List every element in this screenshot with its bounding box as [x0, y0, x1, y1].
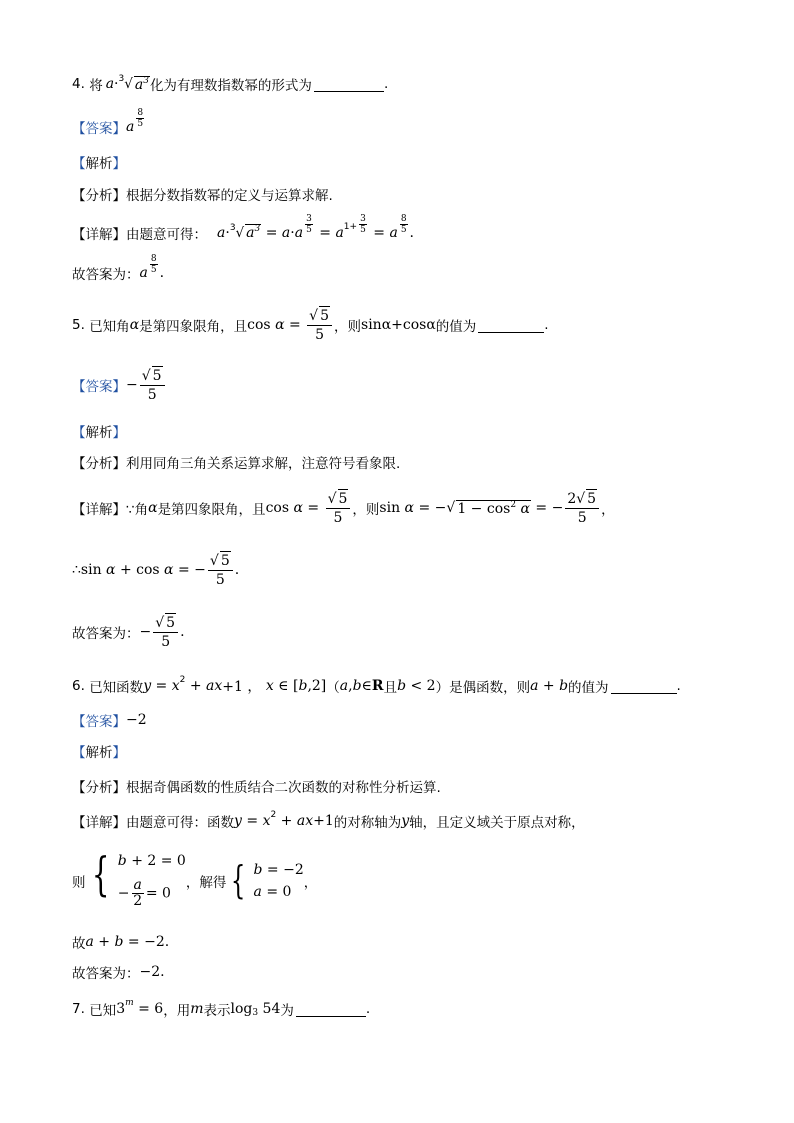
gu-4: 故答案为： a $\frac{8}{5}$ . [72, 254, 165, 283]
answer-6: 【答案】 −2 [72, 712, 147, 730]
therefore-5: ∴ sin α + cos α = − $\frac{√ 5}{5}$ . [72, 553, 240, 588]
gu-5: 故答案为： − $\frac{√ 5}{5}$ . [72, 615, 185, 650]
fenxi-6: 【分析】 根据奇偶函数的性质结合二次函数的对称性分析运算. [72, 780, 441, 796]
result-6: 故 a + b = −2. [72, 934, 170, 952]
question-6: 6. 已知函数 y = x 2 + ax +1 ， x ∈ [ b ,2] （ a , b ∈ R 且 b < 2 ）是偶函数，则 a + b 的值为 . [72, 675, 681, 696]
question-5: 5. 已知角 α 是第四象限角，且 cos α = $\frac{√ 5}{5}$ ，则 sinα+cosα 的值为 . [72, 308, 549, 343]
fenxi-5: 【分析】 利用同角三角关系运算求解，注意符号看象限. [72, 456, 401, 472]
fenxi-4: 【分析】 根据分数指数幂的定义与运算求解. [72, 188, 333, 204]
question-4: 4. 将 a · 3 √ $a^3$ 化为有理数指数幂的形式为 . [72, 74, 389, 94]
xiangjie-6: 【详解】 由题意可得：函数 y = x 2 + ax +1 的对称轴为 y 轴，且定义域关于原点对称， [72, 810, 585, 831]
analysis-label-5: 【 解析 】 [72, 425, 126, 441]
xiangjie-4: 【详解】 由题意可得： a · 3 √ $a^3$ = a · a $\frac{3}{5}$ = a 1+ $\frac{3}{5}$ = a $\frac{8}{5}$ . [72, 214, 414, 243]
answer-blank[interactable] [478, 318, 544, 333]
gu-6: 故答案为： −2 . [72, 964, 165, 982]
answer-blank[interactable] [296, 1002, 366, 1017]
xiangjie-5: 【详解】 ∵角 α 是第四象限角，且 cos α = $\frac{√ 5}{5}$ ，则 sin α = − √ $1 - \cos^2 \alpha$ = − $\frac{2√ 5}{5}$ ， [72, 491, 615, 526]
system-6: 则 { b + 2 = 0 − $\frac{a}{2}$ = 0 ，解得 { b = −2 a = 0 ， [72, 847, 318, 909]
analysis-label-6: 【 解析 】 [72, 745, 126, 761]
question-7: 7. 已知 3 m = 6 ，用 m 表示 log 3 54 为 . [72, 998, 371, 1019]
answer-blank[interactable] [611, 679, 677, 694]
answer-blank[interactable] [314, 77, 384, 92]
analysis-label-4: 【 解析 】 [72, 156, 126, 172]
answer-4: 【答案】 a $\frac{8}{5}$ [72, 108, 144, 137]
answer-5: 【答案】 − $\frac{√ 5}{5}$ [72, 366, 167, 404]
